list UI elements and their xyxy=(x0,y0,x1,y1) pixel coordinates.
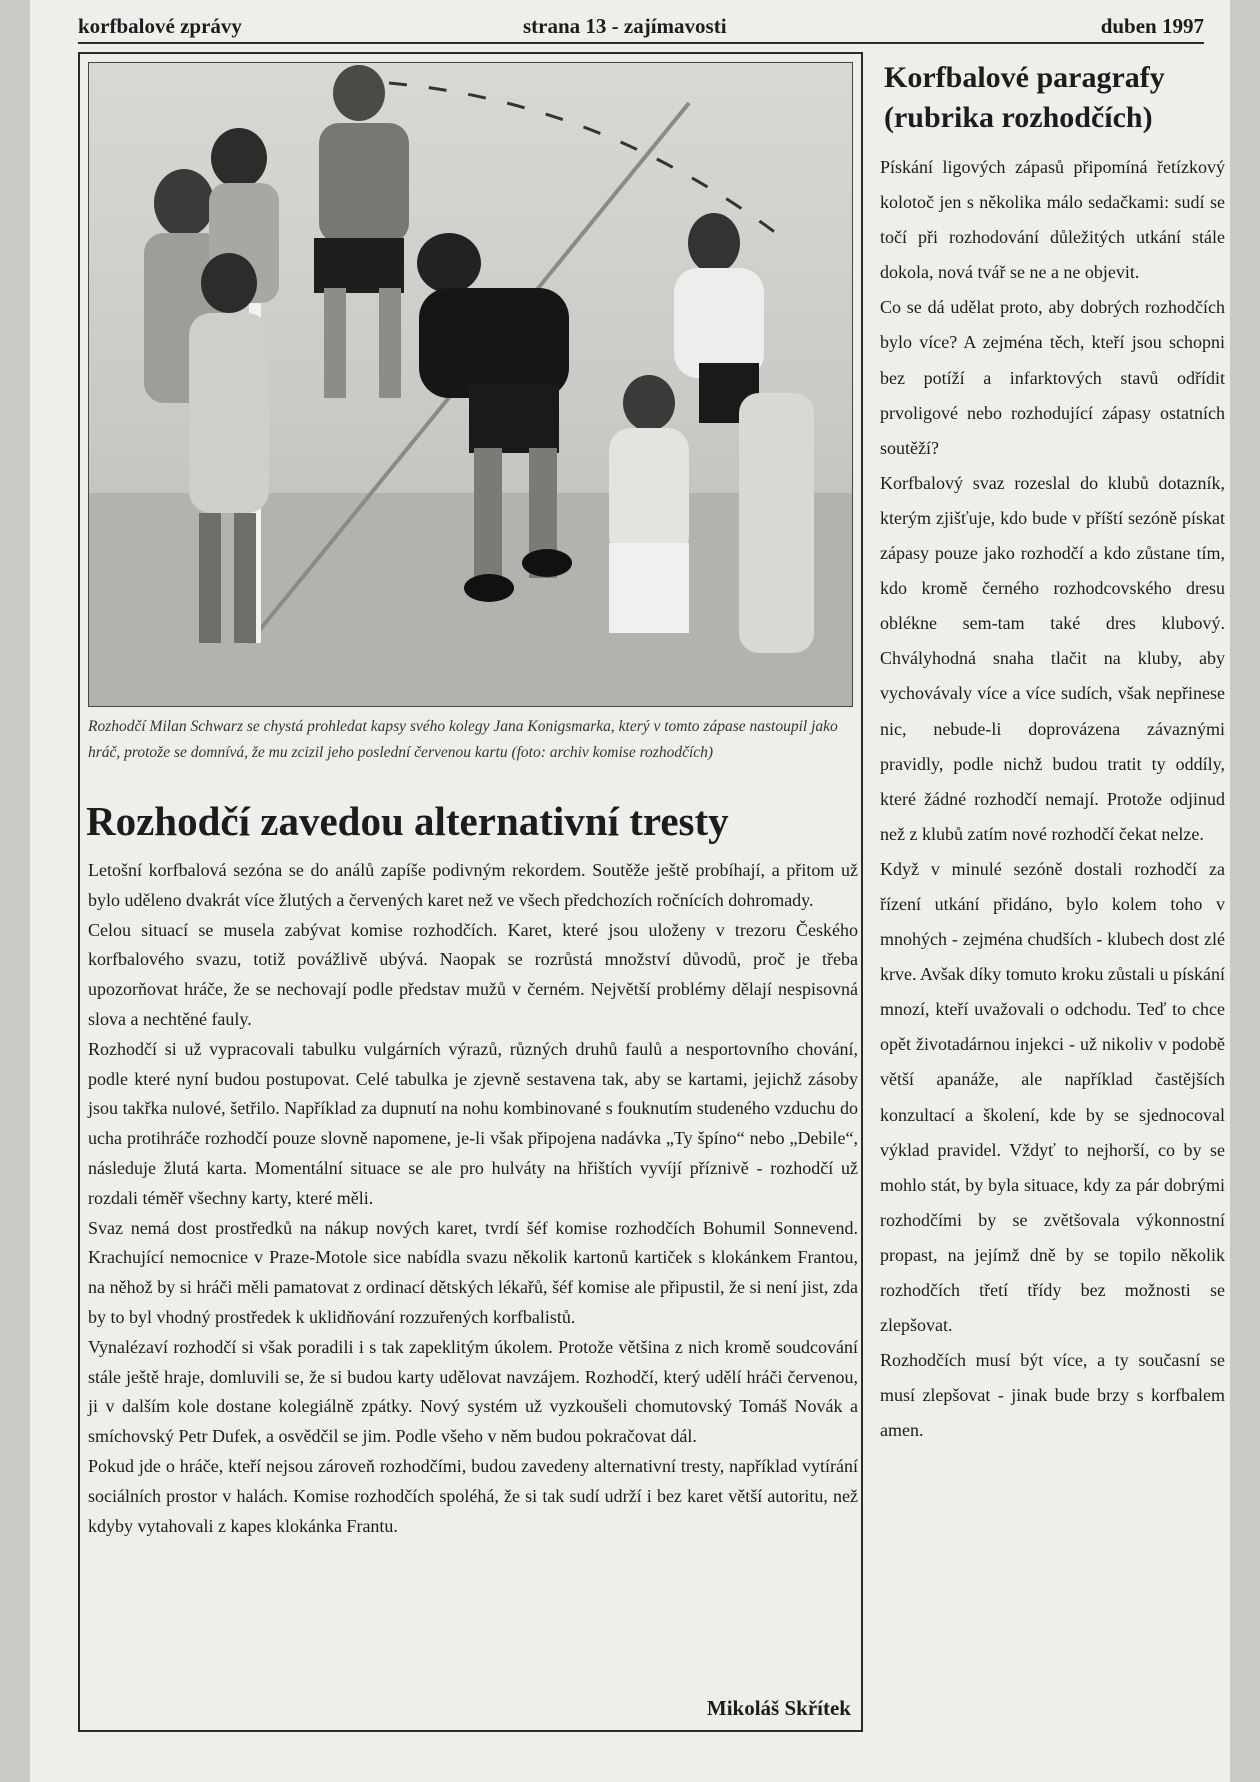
side-paragraph: Pískání ligových zápasů připomíná řetízkový kolotoč jen s několika málo sedačkami: sudí se točí při rozhodování důležitých utkání stále dokola, nová tvář se ne a ne objevit. xyxy=(880,157,1225,283)
article-paragraph: Rozhodčí si už vypracovali tabulku vulgárních výrazů, různých druhů faulů a nesportovního chování, podle které nyní budou postupovat. Celé tabulka je zjevně sestavena tak, aby se kartami, jejichž zásoby jsou takřka nulové, šetřilo. Například za dupnutí na nohu kombinované s fouknutím studeného vzduchu do ucha protihráče rozhodčí pouze slovně napomene, je-li však připojena nadávka „Ty špíno“ nebo „Debile“, následuje žlutá karta. Momentální situace se ale pro hulváty na hřištích vyvíjí příznivě - rozhodčí už rozdali téměř všechny karty, které měli. xyxy=(88,1038,858,1208)
article-paragraph: Vynalézaví rozhodčí si však poradili i s tak zapeklitým úkolem. Protože většina z nich kromě soudcování stále ještě hraje, domluvili se, že si budou karty udělovat navzájem. Rozhodčí, který udělí hráči červenou, ji v dalším kole dostane kolegiálně zpátky. Nový systém už vyzkoušeli chomutovský Tomáš Novák a smíchovský Petr Dufek, a osvědčil se jim. Podle všeho v něm budou pokračovat dál. xyxy=(88,1336,858,1447)
side-article-title: Korfbalové paragrafy (rubrika rozhodčích) xyxy=(884,61,1165,134)
article-paragraph: Letošní korfbalová sezóna se do análů zapíše podivným rekordem. Soutěže ještě probíhají, a přitom už bylo uděleno dvakrát více žlutých a červených karet než ve všech předchozích ročnících dohromady. xyxy=(88,860,858,910)
article-paragraph: Pokud jde o hráče, kteří nejsou zároveň rozhodčími, budou zavedeny alternativní tresty, například vytírání sociálních prostor v halách. Komise rozhodčích spoléhá, že si tak sudí udrží i bez karet větší autoritu, než kdyby vytahovali z kapes klokánka Frantu. xyxy=(88,1455,858,1536)
article-paragraph: Celou situací se musela zabývat komise rozhodčích. Karet, které jsou uloženy v trezoru Českého korfbalového svazu, totiž povážlivě ubývá. Naopak se rozrůstá množství důvodů, proč je třeba upozorňovat hráče, že se nechovají podle představ mužů v černém. Největší problémy dělají nespisovná slova a nechtěné fauly. xyxy=(88,919,858,1029)
side-article-body xyxy=(880,150,1225,1448)
side-column xyxy=(880,52,1225,1448)
side-paragraph: Rozhodčích musí být více, a ty současní se musí zlepšovat - jinak bude brzy s korfbalem amen. xyxy=(880,1350,1225,1441)
header-section: strana 13 - zajímavosti xyxy=(523,14,727,38)
article-headline: Rozhodčí zavedou alternativní tresty xyxy=(86,798,729,844)
side-paragraph: Korfbalový svaz rozeslal do klubů dotazník, kterým zjišťuje, kdo bude v příští sezóně pískat zápasy pouze jako rozhodčí a kdo zůstane tím, kdo kromě černého rozhodcovského dresu oblékne sem-tam také dres klubový. Chvályhodná snaha tlačit na kluby, aby vychovávaly více a více sudích, však nepřinese nic, nebude-li doprovázena závaznými pravidly, podle nichž budou tratit ty oddíly, které žádné rozhodčí nemají. Protože odjinud než z klubů zatím nové rozhodčí čekat nelze. xyxy=(880,472,1225,844)
main-article-box xyxy=(78,52,863,1732)
page-header xyxy=(78,8,1204,44)
article-body xyxy=(88,856,858,1541)
side-paragraph: Co se dá udělat proto, aby dobrých rozhodčích bylo více? A zejména těch, kteří jsou schopni bez potíží a infarktových stavů odřídit prvoligové nebo rozhodující zápasy ostatních soutěží? xyxy=(880,297,1225,458)
newspaper-page xyxy=(30,0,1230,1782)
header-publication: korfbalové zprávy xyxy=(78,14,242,38)
article-paragraph: Svaz nemá dost prostředků na nákup nových karet, tvrdí šéf komise rozhodčích Bohumil Sonnevend. Krachující nemocnice v Praze-Motole sice nabídla svazu několik kartonů kartiček s klokánkem Frantou, na něhož by si hráči měli pamatovat z ordinací dětských lékařů, šéf komise ale připustil, že si není jist, zda by to byl vhodný prostředek k uklidňování rozzuřených korfbalistů. xyxy=(88,1217,858,1327)
side-paragraph: Když v minulé sezóně dostali rozhodčí za řízení utkání přidáno, bylo kolem toho v mnohých - zejména chudších - klubech dost zlé krve. Avšak díky tomuto kroku zůstali u pískání mnozí, kteří uvažovali o odchodu. Teď to chce opět životadárnou injekci - už nikoliv v podobě větší apanáže, ale například častějších konzultací a školení, kde by se sjednocoval výklad pravidel. Vždyť to nejhorší, co by se mohlo stát, by byla situace, kdy za pár dobrými rozhodčími by se zvětšovala výkonnostní propast, na jejímž dně by se topilo několik rozhodčích třetí třídy bez možnosti se zlepšovat. xyxy=(880,858,1225,1336)
photo-illustration xyxy=(89,63,853,707)
article-photo xyxy=(88,62,853,707)
header-date: duben 1997 xyxy=(1100,14,1204,38)
photo-caption: Rozhodčí Milan Schwarz se chystá prohledat kapsy svého kolegy Jana Konigsmarka, který v tomto zápase nastoupil jako hráč, protože se domnívá, že mu zcizil jeho poslední červenou kartu (foto: archiv komise rozhodčích) xyxy=(88,718,838,761)
article-author: Mikoláš Skřítek xyxy=(706,1696,851,1720)
